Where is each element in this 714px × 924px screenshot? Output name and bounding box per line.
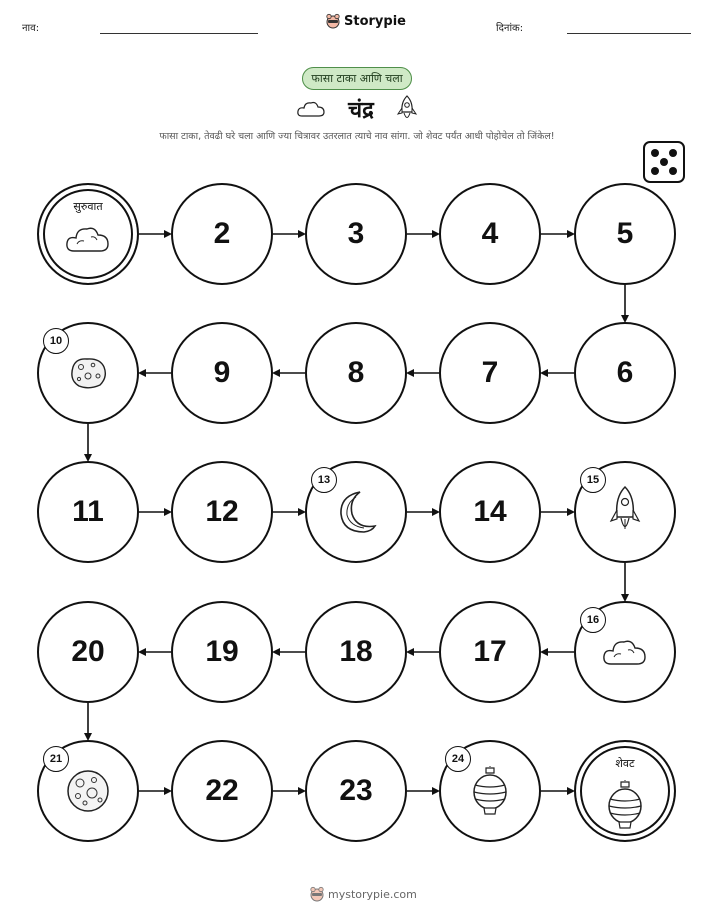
name-label: नाव: [22, 23, 40, 34]
start-label: सुरुवात [73, 200, 103, 213]
board-cell-18 [305, 601, 407, 703]
asteroid-icon [67, 355, 109, 391]
date-label: दिनांक: [496, 23, 524, 34]
board-cell-24 [439, 740, 541, 842]
cell-number: 7 [481, 356, 499, 389]
board-cell-12 [171, 461, 273, 563]
board-cell-15 [574, 461, 676, 563]
cell-number-badge: 15 [580, 467, 606, 493]
board-cell-9 [171, 322, 273, 424]
storypie-mascot-icon [310, 886, 324, 902]
lantern-icon [576, 780, 674, 834]
board-cell-finish [574, 740, 676, 842]
game-type-badge: फासा टाका आणि चला [302, 67, 411, 90]
cloud-icon [602, 636, 648, 668]
cell-number: 9 [213, 356, 231, 389]
cell-number-badge: 21 [43, 746, 69, 772]
cell-number: 8 [347, 356, 365, 389]
finish-label: शेवट [615, 757, 635, 770]
cell-number-badge: 24 [445, 746, 471, 772]
cell-number: 5 [616, 217, 634, 250]
cell-number: 6 [616, 356, 634, 389]
board-cell-13 [305, 461, 407, 563]
board-cell-20 [37, 601, 139, 703]
moon-surface-icon [65, 768, 111, 814]
board-cell-17 [439, 601, 541, 703]
cell-number: 2 [213, 217, 231, 250]
board-cell-3 [305, 183, 407, 285]
cell-number: 17 [473, 635, 507, 668]
cell-number: 18 [339, 635, 373, 668]
cell-number: 23 [339, 774, 373, 807]
cell-number: 11 [72, 495, 104, 528]
board-cell-start [37, 183, 139, 285]
rocket-icon [609, 485, 641, 539]
board-cell-19 [171, 601, 273, 703]
cell-number: 4 [481, 217, 499, 250]
board-cell-11 [37, 461, 139, 563]
board-cell-7 [439, 322, 541, 424]
cell-number: 12 [205, 495, 239, 528]
cell-number-badge: 13 [311, 467, 337, 493]
footer-site[interactable]: mystorypie.com [328, 887, 417, 901]
board-cell-21 [37, 740, 139, 842]
cell-number: 3 [347, 217, 365, 250]
board-cell-22 [171, 740, 273, 842]
lantern-icon [470, 766, 510, 816]
board-cell-2 [171, 183, 273, 285]
cell-number: 19 [205, 635, 239, 668]
board-cell-14 [439, 461, 541, 563]
board-cell-5 [574, 183, 676, 285]
board-cell-16 [574, 601, 676, 703]
footer [310, 886, 417, 902]
cloud-icon [39, 223, 137, 259]
board-cell-10 [37, 322, 139, 424]
cell-number: 22 [205, 774, 239, 807]
cell-number-badge: 16 [580, 607, 606, 633]
board-cell-8 [305, 322, 407, 424]
board-cell-23 [305, 740, 407, 842]
board-cell-6 [574, 322, 676, 424]
brand-name: Storypie [344, 13, 406, 29]
cell-number: 14 [473, 495, 507, 528]
instructions-text: फासा टाका, तेवढी घरे चला आणि ज्या चित्रावर उतरलात त्याचे नाव सांगा. जो शेवट पर्यंत आधी पोहोचेल तो जिंकेल! [159, 131, 555, 142]
board-cell-4 [439, 183, 541, 285]
cell-number-badge: 10 [43, 328, 69, 354]
moon-icon [334, 488, 378, 536]
page-title: चंद्र [348, 98, 374, 123]
cell-number: 20 [71, 635, 105, 668]
